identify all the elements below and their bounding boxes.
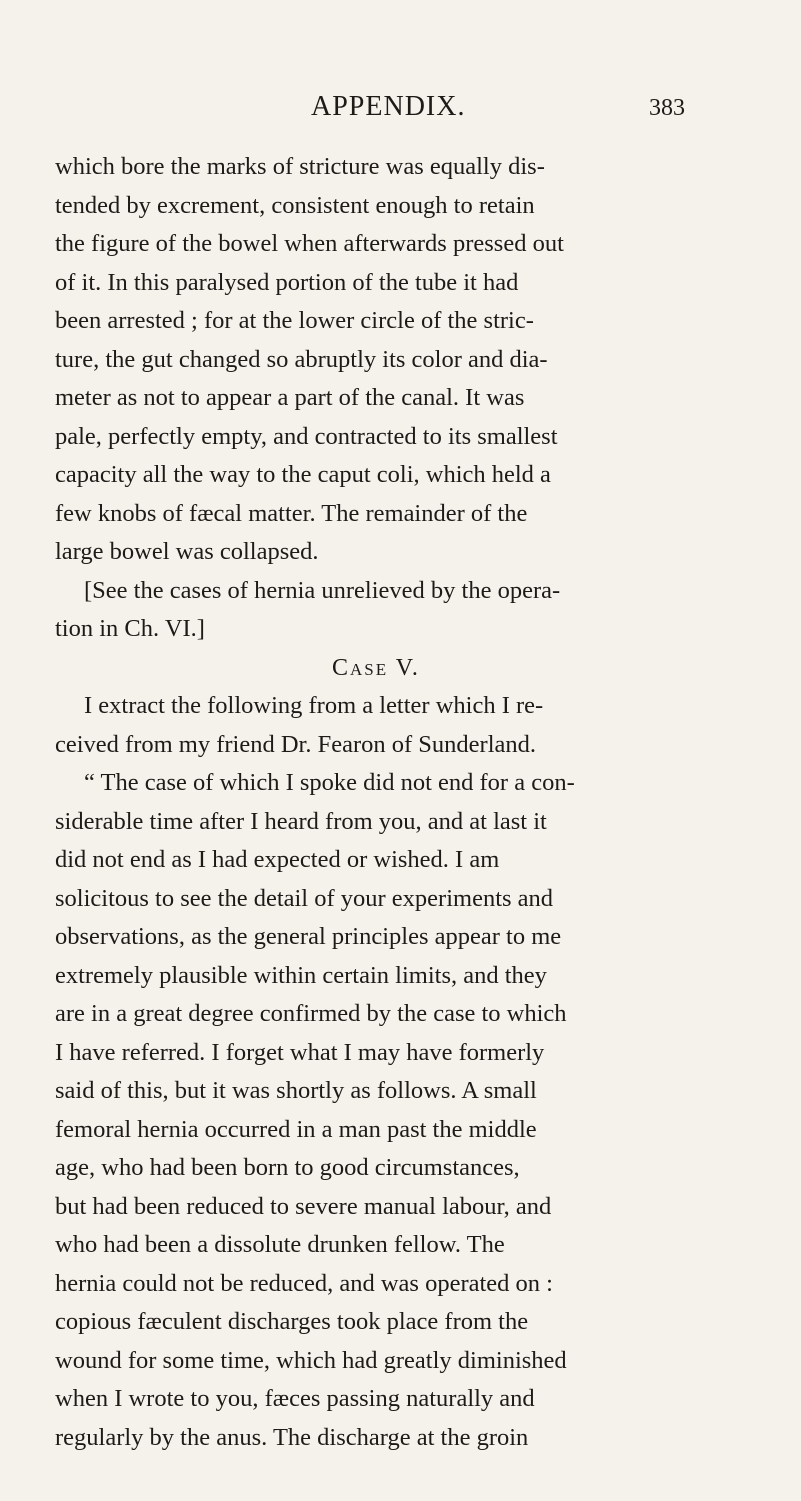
text-line: hernia could not be reduced, and was operated on : — [55, 1270, 553, 1297]
text-line: few knobs of fæcal matter. The remainder of the — [55, 500, 528, 527]
text-line: tended by excrement, consistent enough to retain — [55, 192, 535, 219]
text-line: meter as not to appear a part of the canal. It was — [55, 384, 525, 411]
text-line: large bowel was collapsed. — [55, 538, 319, 565]
text-line: wound for some time, which had greatly diminished — [55, 1347, 567, 1374]
case-heading: Case V. — [332, 655, 420, 681]
text-line: “ The case of which I spoke did not end for a con- — [84, 769, 575, 796]
text-line: copious fæculent discharges took place from the — [55, 1308, 529, 1335]
text-line: femoral hernia occurred in a man past the middle — [55, 1116, 537, 1143]
text-line: siderable time after I heard from you, and at last it — [55, 808, 547, 835]
text-line: when I wrote to you, fæces passing naturally and — [55, 1385, 535, 1412]
text-line: been arrested ; for at the lower circle of the stric- — [55, 307, 534, 334]
text-line: who had been a dissolute drunken fellow. The — [55, 1231, 505, 1258]
text-line: solicitous to see the detail of your experiments and — [55, 885, 554, 912]
page-header — [0, 90, 801, 130]
text-line: ceived from my friend Dr. Fearon of Sunderland. — [55, 731, 537, 758]
text-line: extremely plausible within certain limits, and they — [55, 962, 547, 989]
running-head: APPENDIX. — [311, 91, 466, 122]
page-number: 383 — [649, 95, 685, 121]
text-line: [See the cases of hernia unrelieved by the opera- — [84, 577, 561, 604]
text-line: are in a great degree confirmed by the case to which — [55, 1000, 567, 1027]
text-line: of it. In this paralysed portion of the tube it had — [55, 269, 519, 296]
text-line: said of this, but it was shortly as follows. A small — [55, 1077, 537, 1104]
text-line: I extract the following from a letter which I re- — [84, 692, 544, 719]
text-line: but had been reduced to severe manual labour, and — [55, 1193, 552, 1220]
text-line: age, who had been born to good circumstances, — [55, 1154, 520, 1181]
text-line: observations, as the general principles appear to me — [55, 923, 562, 950]
text-line: the figure of the bowel when afterwards pressed out — [55, 230, 564, 257]
text-line: ture, the gut changed so abruptly its color and dia- — [55, 346, 548, 373]
text-line: which bore the marks of stricture was equally dis- — [55, 153, 545, 180]
text-line: did not end as I had expected or wished. I am — [55, 846, 500, 873]
text-line: tion in Ch. VI.] — [55, 615, 205, 642]
text-line: regularly by the anus. The discharge at the groin — [55, 1424, 529, 1451]
text-line: capacity all the way to the caput coli, which held a — [55, 461, 551, 488]
text-line: pale, perfectly empty, and contracted to its smallest — [55, 423, 558, 450]
text-line: I have referred. I forget what I may have formerly — [55, 1039, 545, 1066]
